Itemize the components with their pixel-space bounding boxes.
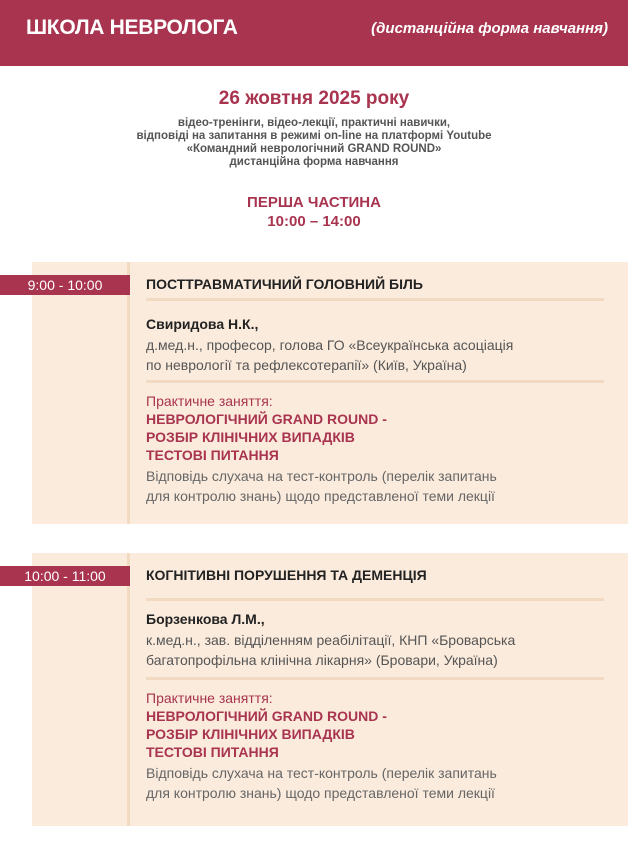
speaker-affiliation xyxy=(146,630,586,670)
session-topic: ПОСТТРАВМАТИЧНИЙ ГОЛОВНИЙ БІЛЬ xyxy=(146,276,423,292)
event-description xyxy=(0,117,628,169)
horizontal-divider xyxy=(146,677,604,680)
speaker-name: Свиридова Н.К., xyxy=(146,316,259,332)
practice-title-line: ТЕСТОВІ ПИТАННЯ xyxy=(146,744,279,760)
practice-title-line: РОЗБІР КЛІНІЧНИХ ВИПАДКІВ xyxy=(146,429,355,445)
part-title: ПЕРША ЧАСТИНА xyxy=(247,194,381,211)
session-topic: КОГНІТИВНІ ПОРУШЕННЯ ТА ДЕМЕНЦІЯ xyxy=(146,567,427,583)
horizontal-divider xyxy=(146,298,604,301)
practice-block xyxy=(146,689,586,803)
practice-description xyxy=(146,466,586,506)
session-time-badge: 9:00 - 10:00 xyxy=(0,275,130,295)
practice-description-line: для контролю знань) щодо представленої теми лекції xyxy=(146,785,495,801)
speaker-block xyxy=(146,315,586,375)
affiliation-line: по неврології та рефлексотерапії» (Київ, Україна) xyxy=(146,357,467,373)
description-line: «Командний неврологічний GRAND ROUND» xyxy=(186,143,442,155)
vertical-divider xyxy=(127,262,130,524)
practice-description-line: Відповідь слухача на тест-контроль (перелік запитань xyxy=(146,468,497,484)
horizontal-divider xyxy=(146,380,604,383)
description-line: дистанційна форма навчання xyxy=(229,156,399,168)
format-subtitle: (дистанційна форма навчання) xyxy=(371,20,608,37)
affiliation-line: д.мед.н., професор, голова ГО «Всеукраїнська асоціація xyxy=(146,337,514,353)
speaker-name: Борзенкова Л.М., xyxy=(146,611,265,627)
practice-description-line: для контролю знань) щодо представленої теми лекції xyxy=(146,488,495,504)
practice-title-line: ТЕСТОВІ ПИТАННЯ xyxy=(146,447,279,463)
horizontal-divider xyxy=(146,598,604,601)
affiliation-line: к.мед.н., зав. відділенням реабілітації, КНП «Броварська xyxy=(146,632,516,648)
event-date: 26 жовтня 2025 року xyxy=(218,88,410,109)
practice-description xyxy=(146,763,586,803)
speaker-affiliation xyxy=(146,335,586,375)
header-bar xyxy=(0,0,628,66)
practice-description-line: Відповідь слухача на тест-контроль (перелік запитань xyxy=(146,765,497,781)
practice-block xyxy=(146,392,586,506)
school-title: ШКОЛА НЕВРОЛОГА xyxy=(26,16,238,39)
practice-title xyxy=(146,707,586,761)
practice-title-line: НЕВРОЛОГІЧНИЙ GRAND ROUND - xyxy=(146,411,387,427)
practice-label: Практичне заняття: xyxy=(146,393,273,409)
description-line: відео-тренінги, відео-лекції, практичні навички, xyxy=(177,117,451,129)
part-time: 10:00 – 14:00 xyxy=(267,213,361,230)
practice-label: Практичне заняття: xyxy=(146,690,273,706)
part-heading xyxy=(0,193,628,231)
practice-title-line: НЕВРОЛОГІЧНИЙ GRAND ROUND - xyxy=(146,708,387,724)
practice-title xyxy=(146,410,586,464)
vertical-divider xyxy=(127,553,130,826)
practice-title-line: РОЗБІР КЛІНІЧНИХ ВИПАДКІВ xyxy=(146,726,355,742)
affiliation-line: багатопрофільна клінічна лікарня» (Бровари, Україна) xyxy=(146,652,498,668)
speaker-block xyxy=(146,610,586,670)
description-line: відповіді на запитання в режимі on-line на платформі Youtube xyxy=(136,130,492,142)
session-time-badge: 10:00 - 11:00 xyxy=(0,566,130,586)
